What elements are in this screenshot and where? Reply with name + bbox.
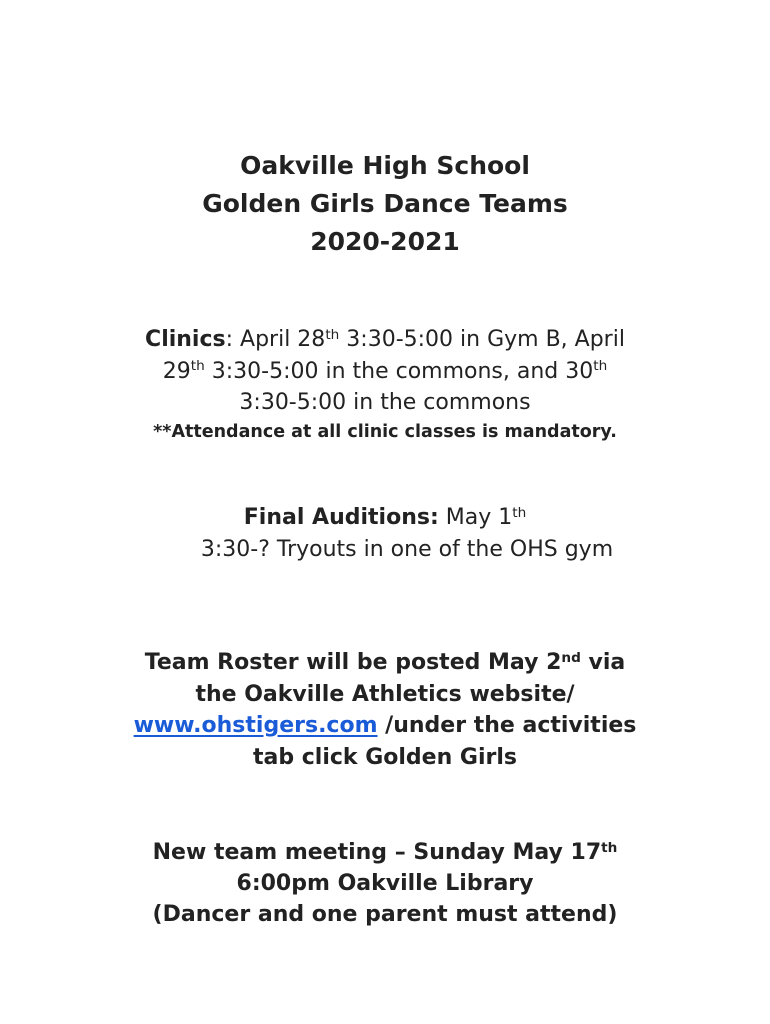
clinics-line-1 — [0, 324, 770, 356]
clinics-sup-3: th — [593, 358, 608, 374]
clinics-date-1: : April 28 — [225, 327, 326, 352]
clinics-line-2 — [0, 356, 770, 388]
flyer-title — [0, 147, 770, 261]
roster-line-1 — [0, 647, 770, 679]
meeting-line-2: 6:00pm Oakville Library — [236, 871, 534, 896]
school-name: Oakville High School — [240, 151, 530, 180]
season-year: 2020-2021 — [310, 227, 460, 256]
auditions-sup: th — [512, 504, 527, 521]
auditions-date: May 1 — [438, 505, 513, 530]
meeting-sup: th — [601, 839, 618, 856]
clinics-sup-2: th — [190, 358, 205, 374]
meeting-text-1: New team meeting – Sunday May 17 — [152, 840, 602, 865]
clinics-time-2: 3:30-5:00 in the commons, and 30 — [204, 358, 594, 384]
team-name: Golden Girls Dance Teams — [202, 189, 568, 218]
website-link[interactable]: www.ohstigers.com — [133, 713, 378, 738]
clinics-time-1: 3:30-5:00 in Gym B, April — [339, 327, 625, 352]
auditions-section — [0, 502, 770, 565]
clinics-date-2: 29 — [162, 358, 191, 384]
roster-line-3 — [0, 710, 770, 742]
auditions-label: Final Auditions: — [243, 505, 439, 530]
clinics-label: Clinics — [145, 327, 226, 352]
auditions-line-2: 3:30-? Tryouts in one of the OHS gym — [200, 536, 614, 562]
roster-line-4: tab click Golden Girls — [252, 744, 517, 770]
roster-sup: nd — [561, 649, 581, 666]
auditions-line-1 — [0, 502, 770, 534]
meeting-line-1 — [0, 837, 770, 868]
roster-line-2: the Oakville Athletics website/ — [195, 681, 575, 707]
roster-section — [0, 647, 770, 773]
meeting-line-3: (Dancer and one parent must attend) — [152, 902, 618, 927]
meeting-section — [0, 837, 770, 930]
clinics-sup-1: th — [325, 326, 340, 343]
roster-text-3: /under the activities — [377, 713, 637, 738]
attendance-notice: **Attendance at all clinic classes is mandatory. — [153, 422, 617, 442]
roster-text-1: Team Roster will be posted May 2 — [144, 650, 562, 675]
clinics-line-3: 3:30-5:00 in the commons — [239, 390, 531, 415]
clinics-section — [0, 324, 770, 419]
roster-text-2: via — [580, 650, 626, 675]
